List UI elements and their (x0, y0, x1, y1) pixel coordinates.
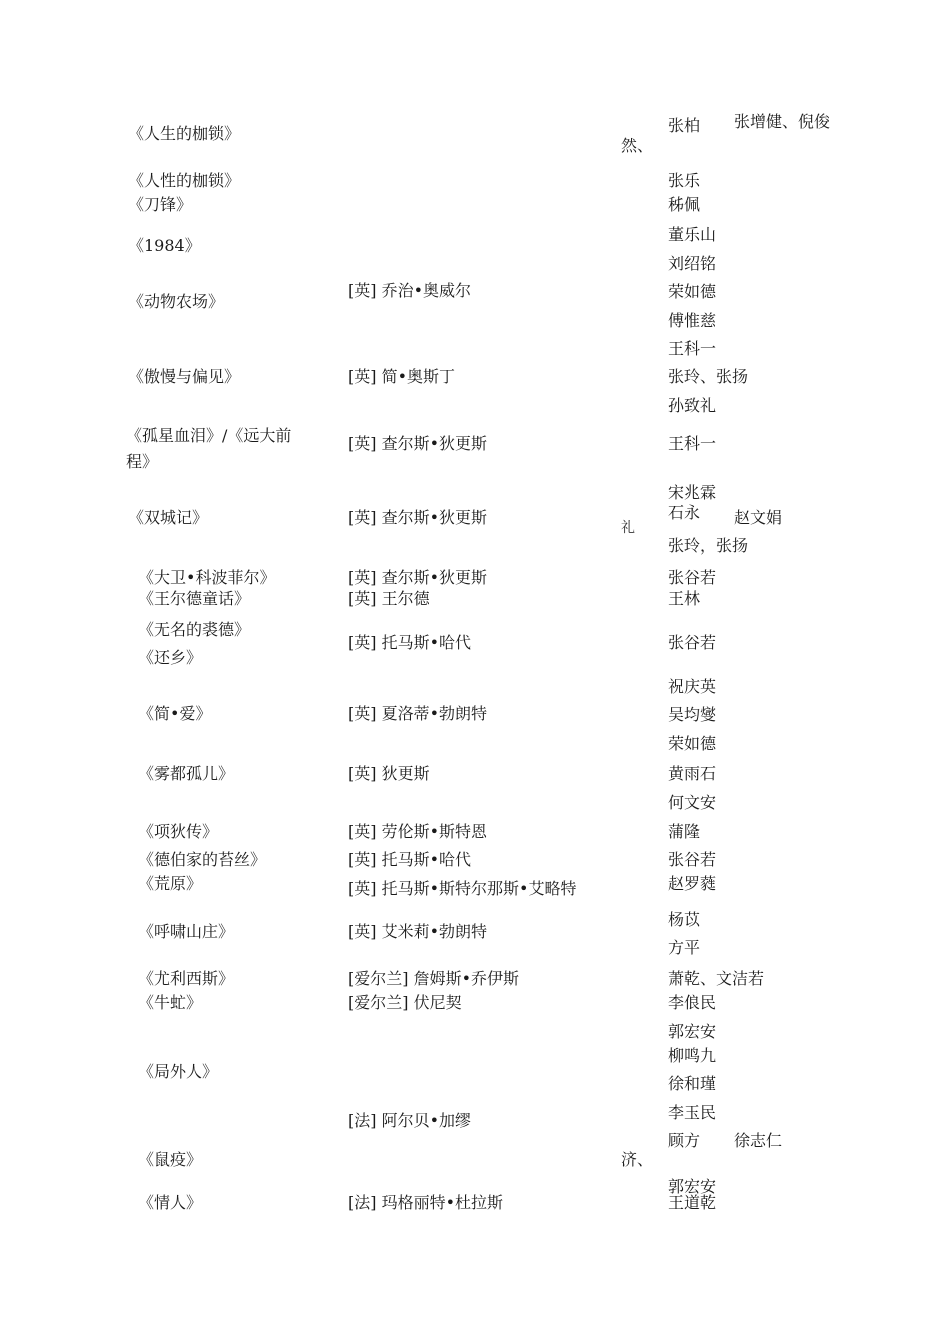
book-title: 《荒原》 (138, 874, 203, 893)
book-title: 《王尔德童话》 (138, 589, 251, 608)
translator-name: 荣如德 (668, 282, 717, 301)
translator-name: 黄雨石 (668, 764, 717, 783)
co-translator-name: 张增健、倪俊 (734, 112, 831, 131)
text-fragment: 然、 (621, 136, 654, 155)
translator-name: 祝庆英 (668, 677, 717, 696)
author-name: [英] 查尔斯•狄更斯 (348, 568, 488, 587)
translator-name: 张玲、张扬 (668, 367, 749, 386)
author-name: [法] 阿尔贝•加缪 (348, 1111, 472, 1130)
author-name: [法] 玛格丽特•杜拉斯 (348, 1193, 504, 1212)
book-title: 《雾都孤儿》 (138, 764, 235, 783)
author-name: [英] 托马斯•哈代 (348, 633, 472, 652)
translator-name: 柳鸣九 (668, 1046, 717, 1065)
text-fragment: 济、 (621, 1150, 654, 1169)
co-translator-name: 赵文娟 (734, 508, 783, 527)
translator-name: 张乐 (668, 171, 701, 190)
translator-name: 王林 (668, 589, 701, 608)
translator-name: 徐和瑾 (668, 1074, 717, 1093)
author-name: [英] 乔治•奥威尔 (348, 281, 472, 300)
translator-name: 张谷若 (668, 633, 717, 652)
author-name: [英] 托马斯•哈代 (348, 850, 472, 869)
author-name: [英] 托马斯•斯特尔那斯•艾略特 (348, 879, 577, 898)
translator-name: 郭宏安 (668, 1022, 717, 1041)
book-title: 《还乡》 (138, 648, 203, 667)
book-title: 《人性的枷锁》 (128, 171, 241, 190)
book-title: 《刀锋》 (128, 195, 193, 214)
book-title: 《牛虻》 (138, 993, 203, 1012)
book-title: 《动物农场》 (128, 292, 225, 311)
clipped-line (668, 937, 728, 957)
author-name: [英] 王尔德 (348, 589, 430, 608)
translator-name: 刘绍铭 (668, 254, 717, 273)
translator-name: 王科一 (668, 434, 717, 453)
book-title: 《双城记》 (128, 508, 209, 527)
book-title: 《项狄传》 (138, 822, 219, 841)
author-name: [英] 夏洛蒂•勃朗特 (348, 704, 488, 723)
translator-name: 李玉民 (668, 1103, 717, 1122)
translator-name: 王道乾 (668, 1193, 717, 1212)
translator-name: 孙致礼 (668, 396, 717, 415)
translator-name: 何文安 (668, 793, 717, 812)
translator-name: 郭宏安 (668, 1177, 717, 1196)
book-title: 《德伯家的苔丝》 (138, 850, 267, 869)
translator-name: 张柏 (668, 116, 701, 135)
translator-name: 荣如德 (668, 734, 717, 753)
book-title: 《大卫•科波菲尔》 (138, 568, 276, 587)
book-title: 《呼啸山庄》 (138, 922, 235, 941)
book-title: 《局外人》 (138, 1062, 219, 1081)
book-title: 《1984》 (128, 236, 201, 255)
translator-name: 张谷若 (668, 568, 717, 587)
translator-name: 萧乾、文洁若 (668, 969, 765, 988)
translator-name: 张玲，张扬 (668, 536, 749, 555)
translator-name: 傅惟慈 (668, 311, 717, 330)
translator-name: 方平 (668, 938, 701, 957)
translator-name: 蒲隆 (668, 822, 701, 841)
book-title: 《情人》 (138, 1193, 203, 1212)
clipped-line (668, 1176, 728, 1196)
translator-name: 董乐山 (668, 225, 717, 244)
translator-name: 石永 (668, 503, 701, 522)
author-name: [爱尔兰] 伏尼契 (348, 993, 462, 1012)
author-name: [英] 查尔斯•狄更斯 (348, 508, 488, 527)
author-name: [爱尔兰] 詹姆斯•乔伊斯 (348, 969, 520, 988)
translator-name: 顾方 (668, 1131, 701, 1150)
translator-name: 吴均燮 (668, 705, 717, 724)
book-title: 《尤利西斯》 (138, 969, 235, 988)
book-title: 《孤星血泪》/《远大前程》 (126, 426, 292, 471)
author-name: [英] 艾米莉•勃朗特 (348, 922, 488, 941)
book-title: 《无名的裘德》 (138, 620, 251, 639)
translator-name: 李俍民 (668, 993, 717, 1012)
author-name: [英] 狄更斯 (348, 764, 430, 783)
text-fragment: 礼 (621, 520, 635, 536)
translator-name: 赵罗蕤 (668, 874, 717, 893)
book-title: 《傲慢与偏见》 (128, 367, 241, 386)
co-translator-name: 徐志仁 (734, 1131, 783, 1150)
author-name: [英] 简•奥斯丁 (348, 367, 456, 386)
book-title: 《鼠疫》 (138, 1150, 203, 1169)
translator-name: 宋兆霖 (668, 483, 717, 502)
translator-name: 王科一 (668, 339, 717, 358)
book-title: 《简•爱》 (138, 704, 212, 723)
translator-name: 杨苡 (668, 910, 701, 929)
author-name: [英] 劳伦斯•斯特恩 (348, 822, 488, 841)
translator-name: 秭佩 (668, 195, 701, 214)
author-name: [英] 查尔斯•狄更斯 (348, 434, 488, 453)
book-title: 《人生的枷锁》 (128, 124, 241, 143)
translator-name: 张谷若 (668, 850, 717, 869)
